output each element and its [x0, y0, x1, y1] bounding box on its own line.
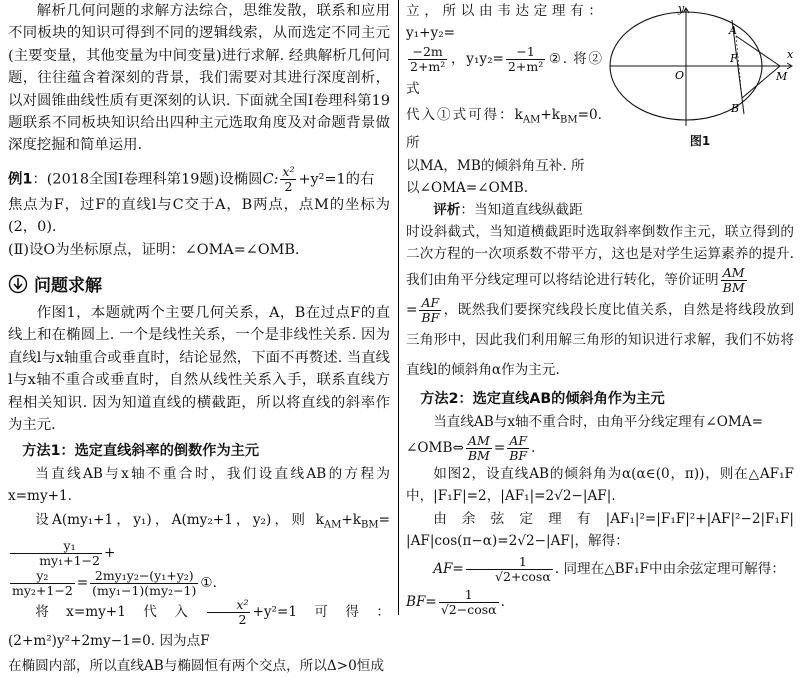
bf-equation — [406, 586, 794, 618]
r-frac-1 — [408, 45, 447, 74]
example-label: 例1 — [8, 171, 33, 188]
frac-num: AM — [466, 434, 492, 449]
label-f: F — [730, 52, 738, 65]
m1-frac-2 — [10, 569, 75, 598]
frac-num: AF — [507, 434, 529, 449]
m1-line-3 — [8, 568, 390, 598]
m1-frac-1 — [10, 539, 102, 568]
label-x: x — [787, 48, 794, 61]
frac-den: 2+m² — [410, 59, 446, 75]
m2-frac-1 — [466, 434, 492, 463]
comment-paragraph-2 — [406, 295, 794, 385]
frac-den: 2 — [238, 612, 247, 628]
af-frac — [466, 555, 553, 584]
label-b: B — [731, 102, 740, 115]
m1-text-b: +k — [341, 512, 362, 529]
r-line-5: 以∠OMA=∠OMB. — [406, 179, 529, 196]
r-text-3a: 代入①式可得：k — [406, 107, 523, 124]
ellipse-tail: +y²=1的右 — [298, 171, 375, 188]
c-eq: = — [406, 301, 418, 318]
m2-line-1: 当直线AB与x轴不重合时，由角平分线定理有∠OMA= — [433, 413, 764, 430]
frac-den: BM — [722, 279, 745, 295]
frac-den: BF — [509, 448, 528, 464]
m1-eq: = — [76, 575, 89, 592]
column-divider — [398, 0, 399, 615]
m2-eq: = — [493, 440, 506, 457]
frac-num: y₁ — [10, 539, 102, 554]
m1-line-2 — [8, 507, 390, 568]
frac-num: y₂ — [10, 569, 75, 584]
m1-frac-3 — [90, 569, 198, 598]
m2-line-2 — [406, 433, 794, 463]
bf-tail: . — [500, 593, 505, 610]
frac-den: my₂+1−2 — [12, 583, 73, 599]
comment-para-text: 时设斜截式，当知道横截距时选取斜率倒数作主元，联立得到的二次方程的一次项系数不带平方，这也是对学生运算素养的提升. 我们由角平分线定理可以将结论进行转化，等价证明 — [406, 224, 794, 288]
example-line-2: 焦点为F，过F的直线l与C交于A，B两点，点M的坐标为(2，0). — [8, 196, 390, 236]
sub-bm: BM — [560, 115, 578, 127]
m1-line-1: 当直线AB与x轴不重合时，我们设直线AB的方程为x=my+1. — [8, 465, 390, 505]
r-frac-2 — [506, 45, 545, 74]
c-frac-1 — [721, 266, 747, 295]
frac-den: BM — [467, 448, 490, 464]
method2-title: 方法2：选定直线AB的倾斜角作为主元 — [420, 390, 665, 407]
m2-text-2a: ∠OMB⇔ — [406, 440, 464, 457]
line-mb — [742, 66, 780, 98]
sub-am: AM — [522, 115, 541, 127]
sub-am: AM — [323, 520, 342, 532]
section-title: 问题求解 — [34, 276, 102, 297]
frac-num: x² — [282, 163, 295, 179]
ellipse-name: C: — [262, 171, 279, 188]
bf-label: BF= — [406, 593, 437, 610]
ellipse-figure — [606, 0, 794, 130]
m1-text-4a: 将x=my+1代入 — [35, 604, 206, 621]
c-para2-text: ，既然我们要探究线段长度比值关系，自然是将线段放到三角形中，因此我们利用解三角形的知识进行求解，我们不妨将直线l的倾斜角α作为主元. — [406, 301, 794, 378]
frac-num: x² — [207, 598, 250, 613]
m2-line-4: 由余弦定理有|AF₁|²=|F₁F|²+|AF|²−2|F₁F| |AF|cos(π−α)=2√2−|AF|，解得： — [406, 510, 794, 549]
intro-paragraph: 解析几何问题的求解方法综合，思维发散，联系和应用不同板块的知识可得到不同的逻辑线索，从而选定不同主元(主要变量，其他变量为中间变量)进行求解. 经典解析几何问题，往往蕴含着深刻的背景，我们需要对其进行深度剖析，以对圆锥曲线性质有更深刻的认识. 下面就全国Ⅰ卷理科第19题联系不同板块知识给出四种主元选取角度及对命题背景做深度挖掘和简单运用. — [8, 3, 390, 154]
frac-num: 1 — [439, 588, 499, 603]
r-text-3b: +k — [540, 107, 561, 124]
frac-den: 2 — [284, 178, 293, 194]
frac-den: √2−cosα — [440, 601, 497, 617]
frac-num: 1 — [466, 555, 553, 570]
frac-num: AF — [419, 296, 441, 311]
r-line-1: 立，所以由韦达定理有：y₁+y₂= — [406, 3, 602, 42]
r-text-3c: =0. 所 — [406, 107, 602, 152]
left-column — [0, 0, 394, 675]
comment-text: ：当知道直线纵截距 — [460, 201, 583, 218]
comment-line — [406, 199, 794, 221]
comment-label: 评析 — [433, 201, 461, 218]
label-o: O — [675, 69, 685, 82]
m1-line-5: 在椭圆内部，所以直线AB与椭圆恒有两个交点，所以Δ>0恒成 — [8, 658, 384, 675]
solve-paragraph: 作图1，本题就两个主要几何关系，A，B在过点F的直线上和在椭圆上. 一个是线性关系，一个是非线性关系. 因为直线l与x轴重合或垂直时，结论显然，下面不再赘述. 当直线l与x轴不重合或垂直时，自然从线性关系入手，联系直线方程相关知识. 因为知道直线的横截距，所以将直线的斜率作为主元. — [8, 305, 390, 434]
frac-den: 2+m² — [507, 59, 544, 75]
m1-circled-1: ①. — [200, 575, 217, 592]
m2-text-2b: . — [531, 440, 536, 457]
figure-1 — [606, 0, 794, 148]
bf-frac — [439, 588, 499, 617]
label-a: A — [729, 24, 737, 37]
c-frac-2 — [419, 296, 441, 325]
frac-den: BF — [421, 309, 440, 325]
frac-den: my₁+1−2 — [39, 553, 100, 569]
ellipse-fraction — [280, 165, 296, 194]
r-circled-2: ②. 将②式 — [406, 51, 602, 98]
line-ma — [736, 36, 780, 66]
section-heading — [8, 271, 390, 296]
af-label: AF= — [433, 560, 464, 577]
m1-text-a: 设A(my₁+1，y₁)，A(my₂+1，y₂)，则 k — [35, 512, 324, 529]
m1-text-4b: +y²=1可得：(2+m²)y²+2my−1=0. 因为点F — [8, 604, 390, 650]
m2-line-3: 如图2，设直线AB的倾斜角为α(α∈(0，π))，则在△AF₁F中，|F₁F|=2，|AF₁|=2√2−|AF|. — [406, 466, 794, 505]
comment-paragraph — [406, 221, 794, 294]
example-source: ：(2018全国Ⅰ卷理科第19题)设椭圆 — [32, 171, 263, 188]
r-mid: ，y₁y₂= — [449, 51, 504, 68]
r-line-4: 以MA，MB的倾斜角互补. 所 — [406, 157, 585, 174]
chord-ab — [736, 36, 742, 98]
frac-num: −1 — [506, 45, 545, 60]
sub-bm: BM — [361, 520, 379, 532]
frac-den: (my₁−1)(my₂−1) — [92, 583, 197, 599]
figure-caption: 图1 — [689, 134, 711, 148]
label-m: M — [776, 70, 788, 83]
frac-num: AM — [721, 266, 747, 281]
frac-num: 2my₁y₂−(y₁+y₂) — [90, 569, 198, 584]
label-y: y — [678, 2, 685, 15]
af-equation — [406, 552, 794, 586]
af-tail: . 同理在△BF₁F中由余弦定理可解得： — [554, 560, 785, 577]
example-statement — [8, 165, 390, 194]
m2-frac-2 — [507, 434, 529, 463]
down-arrow-circle-icon — [8, 274, 28, 294]
frac-den: √2+cosα — [495, 568, 551, 584]
m1-plus: + — [103, 545, 116, 562]
m1-text-c: = — [378, 512, 390, 529]
m1-ellipse-frac — [207, 598, 250, 627]
example-line-3: (Ⅱ)设O为坐标原点，证明：∠OMA=∠OMB. — [8, 241, 300, 258]
right-column — [402, 0, 800, 615]
method1-title: 方法1：选定直线斜率的倒数作为主元 — [22, 442, 260, 459]
frac-num: −2m — [408, 45, 447, 60]
m1-line-4 — [8, 598, 390, 655]
